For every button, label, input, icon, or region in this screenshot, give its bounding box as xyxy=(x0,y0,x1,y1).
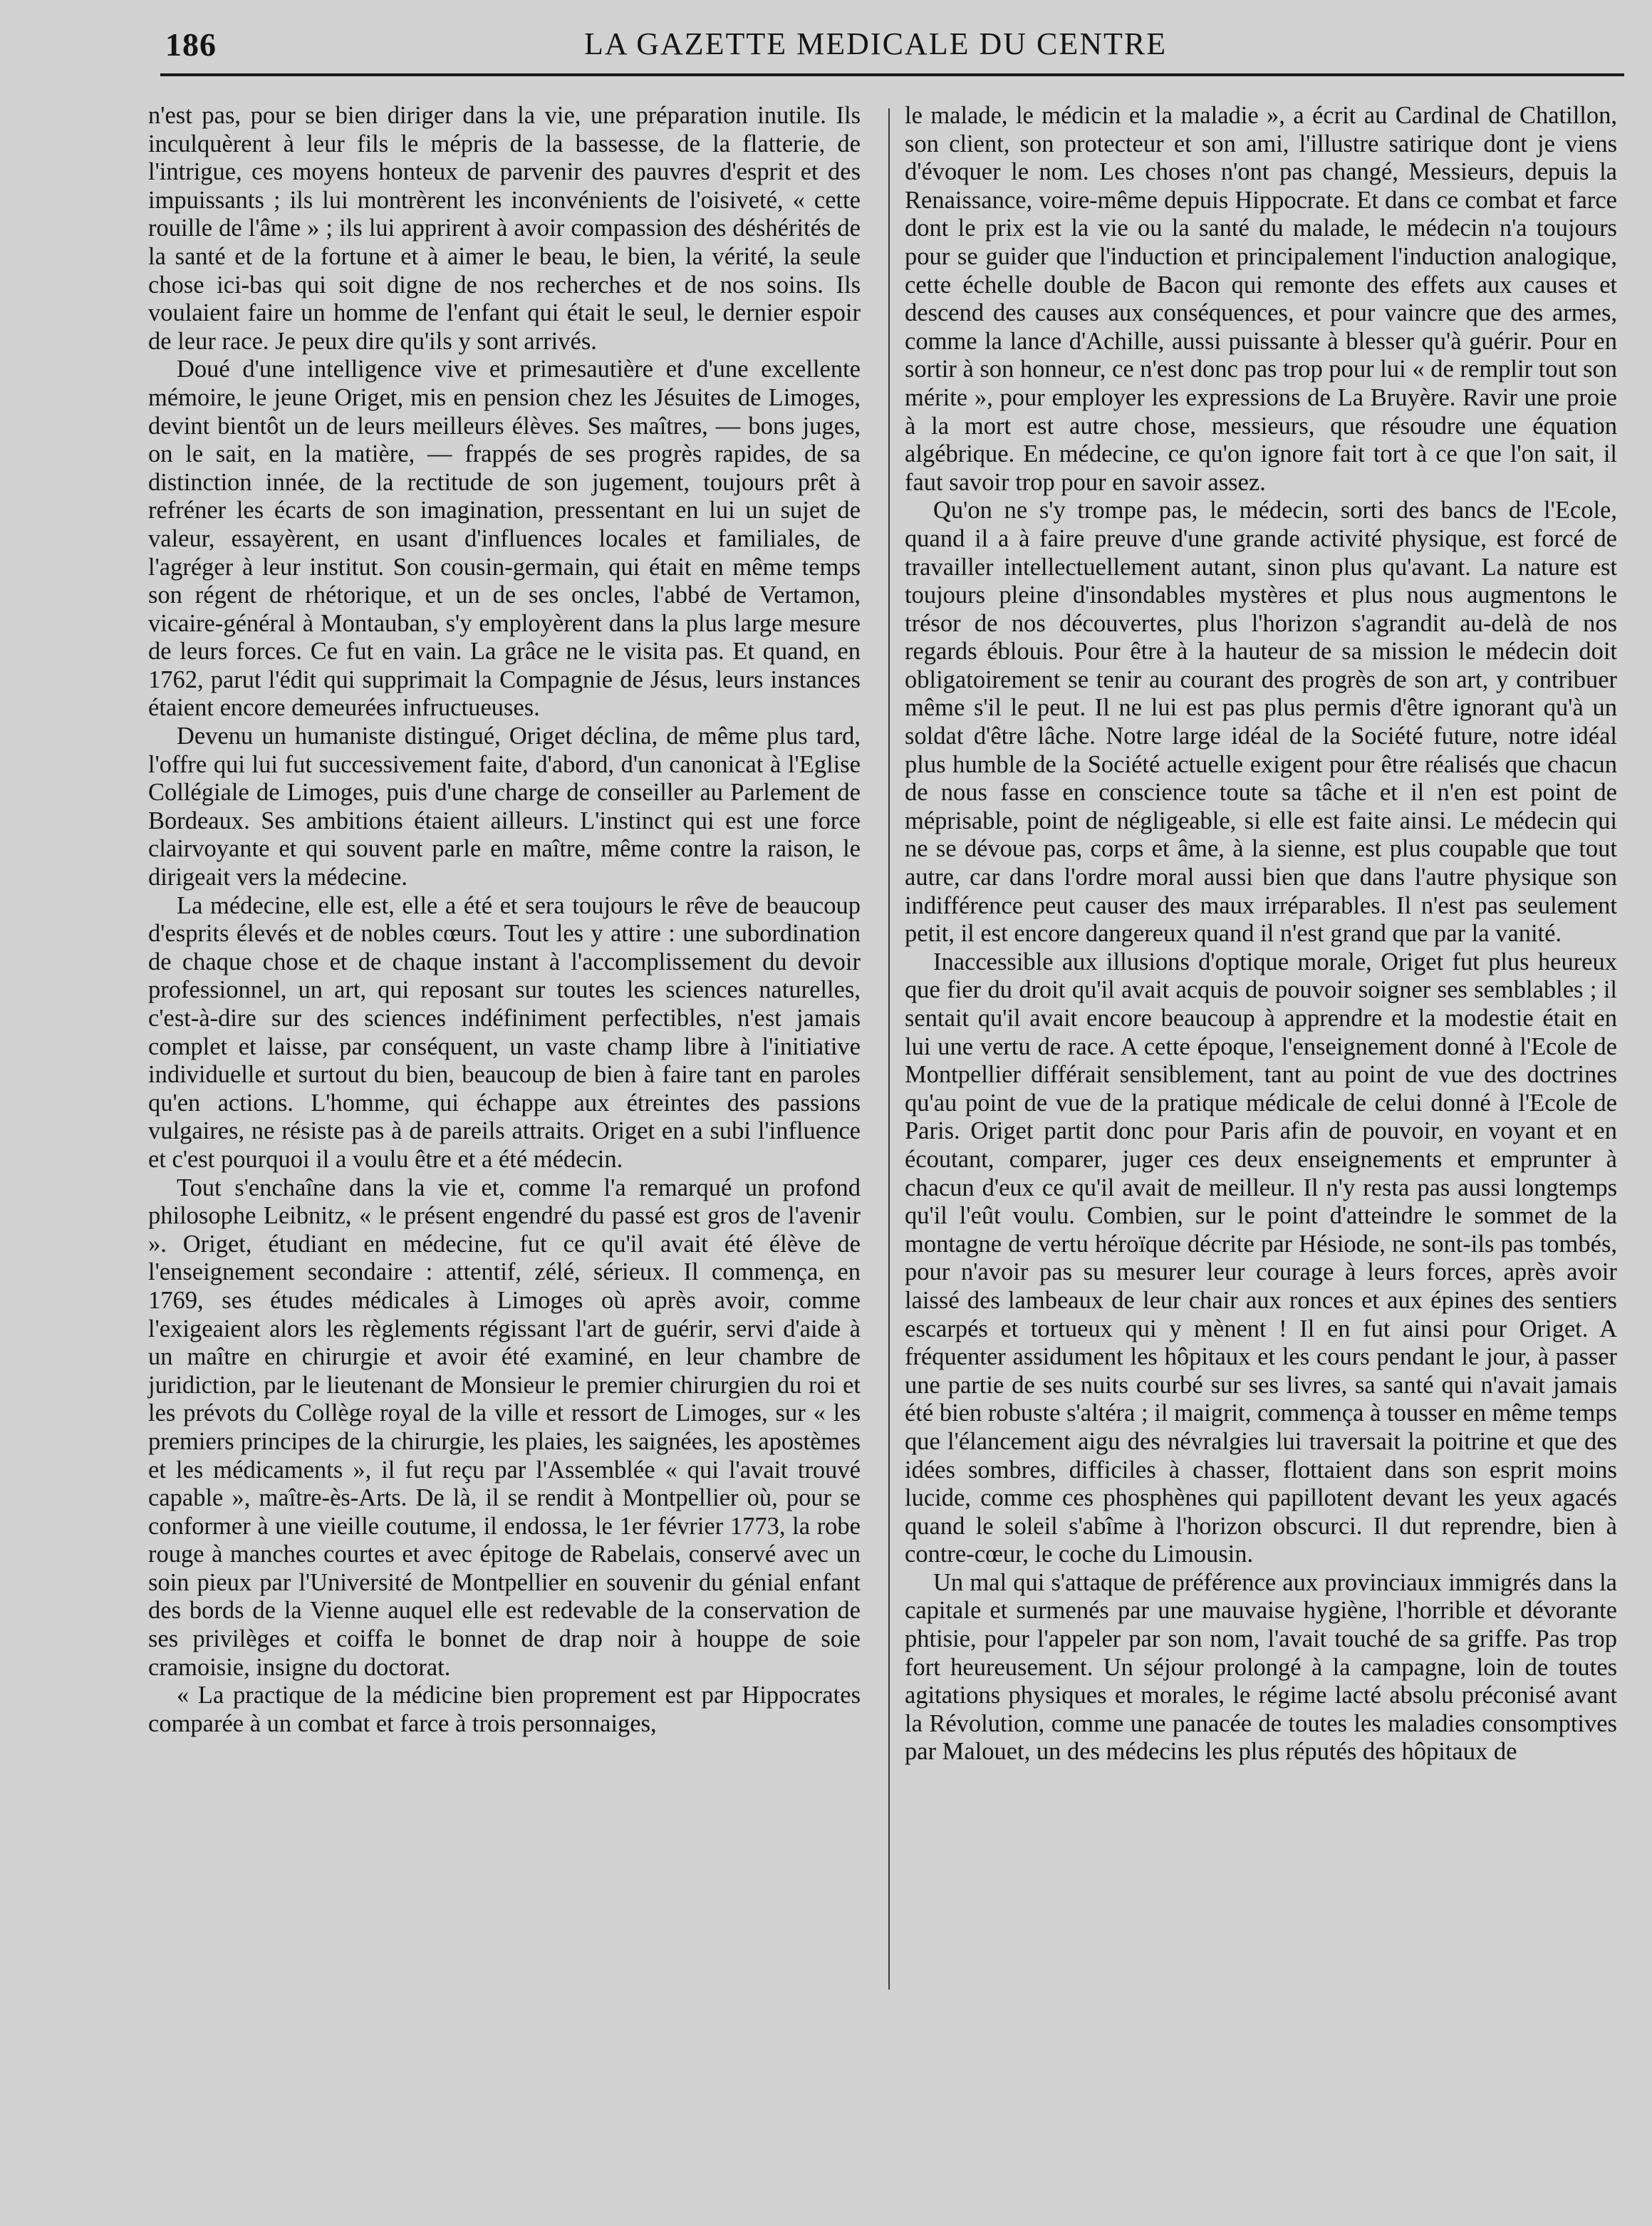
header-rule xyxy=(160,73,1624,76)
left-column xyxy=(148,102,861,1738)
paragraph: Un mal qui s'attaque de préférence aux provinciaux immigrés dans la capitale et surmenés par une mauvaise hygiène, l'horrible et dévorante phtisie, pour l'appeler par son nom, l'avait touché de sa griffe. Pas trop fort heureusement. Un séjour prolongé à la campagne, loin de toutes agitations physiques et morales, le régime lacté absolu préconisé avant la Révolution, comme une panacée de toutes les maladies consomptives par Malouet, un des médecins les plus réputés des hôpitaux de xyxy=(905,1568,1617,1766)
paragraph: n'est pas, pour se bien diriger dans la vie, une préparation inutile. Ils inculquèrent à leur fils le mépris de la bassesse, de la flatterie, de l'intrigue, ces moyens honteux de parvenir des pauvres d'esprit et des impuissants ; ils lui montrèrent les inconvénients de l'oisiveté, « cette rouille de l'âme » ; ils lui apprirent à avoir compassion des déshérités de la santé et de la fortune et à aimer le beau, le bien, la vérité, la seule chose ici-bas qui soit digne de nos recherches et de nos soins. Ils voulaient faire un homme de l'enfant qui était le seul, le dernier espoir de leur race. Je peux dire qu'ils y sont arrivés. xyxy=(148,102,861,355)
paragraph: « La practique de la médicine bien proprement est par Hippocrates comparée à un combat et farce à trois personnaiges, xyxy=(148,1682,861,1737)
column-divider xyxy=(888,108,890,1989)
running-title: LA GAZETTE MEDICALE DU CENTRE xyxy=(584,26,1168,61)
paragraph: Doué d'une intelligence vive et primesautière et d'une excellente mémoire, le jeune Origet, mis en pension chez les Jésuites de Limoges, devint bientôt un de leurs meilleurs élèves. Ses maîtres, — bons juges, on le sait, en la matière, — frappés de ses progrès rapides, de sa distinction innée, de la rectitude de son jugement, toujours prêt à refréner les écarts de son imagination, pressentant en lui un sujet de valeur, essayèrent, en usant d'influences locales et familiales, de l'agréger à leur institut. Son cousin-germain, qui était en même temps son régent de rhétorique, et un de ses oncles, l'abbé de Vertamon, vicaire-général à Montauban, s'y employèrent dans la plus large mesure de leurs forces. Ce fut en vain. La grâce ne le visita pas. Et quand, en 1762, parut l'édit qui supprimait la Compagnie de Jésus, leurs instances étaient encore demeurées infructueuses. xyxy=(148,356,861,722)
paragraph: Devenu un humaniste distingué, Origet déclina, de même plus tard, l'offre qui lui fut successivement faite, d'abord, d'un canonicat à l'Eglise Collégiale de Limoges, puis d'une charge de conseiller au Parlement de Bordeaux. Ses ambitions étaient ailleurs. L'instinct qui est une force clairvoyante et qui souvent parle en maître, même contre la raison, le dirigeait vers la médecine. xyxy=(148,723,861,891)
paragraph: le malade, le médicin et la maladie », a écrit au Cardinal de Chatillon, son client, son protecteur et son ami, l'illustre satirique dont je viens d'évoquer le nom. Les choses n'ont pas changé, Messieurs, depuis la Renaissance, voire-même depuis Hippocrate. Et dans ce combat et farce dont le prix est la vie ou la santé du malade, le médecin n'a toujours pour se guider que l'induction et principalement l'induction analogique, cette échelle double de Bacon qui remonte des effets aux causes et descend des causes aux conséquences, et pour vaincre que des armes, comme la lance d'Achille, aussi puissante à blesser qu'à guérir. Pour en sortir à son honneur, ce n'est donc pas trop pour lui « de remplir tout son mérite », pour employer les expressions de La Bruyère. Ravir une proie à la mort est autre chose, messieurs, que résoudre une équation algébrique. En médecine, ce qu'on ignore fait tort à ce que l'on sait, il faut savoir trop pour en savoir assez. xyxy=(905,102,1617,496)
paragraph: Tout s'enchaîne dans la vie et, comme l'a remarqué un profond philosophe Leibnitz, « le présent engendré du passé est gros de l'avenir ». Origet, étudiant en médecine, fut ce qu'il avait été élève de l'enseignement secondaire : attentif, zélé, sérieux. Il commença, en 1769, ses études médicales à Limoges où après avoir, comme l'exigeaient alors les règlements régissant l'art de guérir, servi d'aide à un maître en chirurgie et avoir été examiné, en leur chambre de juridiction, par le lieutenant de Monsieur le premier chirurgien du roi et les prévots du Collège royal de la ville et ressort de Limoges, sur « les premiers principes de la chirurgie, les plaies, les saignées, les apostèmes et les médicaments », il fut reçu par l'Assemblée « qui l'avait trouvé capable », maître-ès-Arts. De là, il se rendit à Montpellier où, pour se conformer à une vieille coutume, il endossa, le 1er février 1773, la robe rouge à manches courtes et avec épitoge de Rabelais, conservé avec un soin pieux par l'Université de Montpellier en souvenir du génial enfant des bords de la Vienne auquel elle est redevable de la conservation de ses privilèges et coiffa le bonnet de drap noir à houppe de soie cramoisie, insigne du doctorat. xyxy=(148,1174,861,1681)
paragraph: La médecine, elle est, elle a été et sera toujours le rêve de beaucoup d'esprits élevés et de nobles cœurs. Tout les y attire : une subordination de chaque chose et de chaque instant à l'accomplissement du devoir professionnel, un art, qui reposant sur toutes les sciences naturelles, c'est-à-dire sur des sciences indéfiniment perfectibles, n'est jamais complet et laisse, par conséquent, un vaste champ libre à l'initiative individuelle et surtout du bien, beaucoup de bien à faire tant en paroles qu'en actions. L'homme, qui échappe aux étreintes des passions vulgaires, ne résiste pas à de pareils attraits. Origet en a subi l'influence et c'est pourquoi il a voulu être et a été médecin. xyxy=(148,891,861,1173)
paragraph: Inaccessible aux illusions d'optique morale, Origet fut plus heureux que fier du droit qu'il avait acquis de pouvoir soigner ses semblables ; il sentait qu'il avait encore beaucoup à apprendre et la modestie était en lui une vertu de race. A cette époque, l'enseignement donné à l'Ecole de Montpellier différait sensiblement, tant au point de vue des doctrines qu'au point de vue de la pratique médicale de celui donné à l'Ecole de Paris. Origet partit donc pour Paris afin de pouvoir, en voyant et en écoutant, comparer, juger ces deux enseignements et emprunter à chacun d'eux ce qu'il avait de meilleur. Il n'y resta pas aussi longtemps qu'il l'eût voulu. Combien, sur le point d'atteindre le sommet de la montagne de vertu héroïque décrite par Hésiode, ne sont-ils pas tombés, pour n'avoir pas su mesurer leur courage à leurs forces, après avoir laissé des lambeaux de leur chair aux ronces et aux épines des sentiers escarpés et tortueux qui y mènent ! Il en fut ainsi pour Origet. A fréquenter assidument les hôpitaux et les cours pendant le jour, à passer une partie de ses nuits courbé sur ses livres, sa santé qui n'avait jamais été bien robuste s'altéra ; il maigrit, commença à tousser en même temps que l'élancement aigu des névralgies lui traversait la poitrine et que des idées sombres, difficiles à chasser, flottaient dans son esprit moins lucide, comme ces phosphènes qui papillotent devant les yeux agacés quand le soleil s'abîme à l'horizon obscurci. Il dut reprendre, bien à contre-cœur, le coche du Limousin. xyxy=(905,948,1617,1568)
page-number: 186 xyxy=(165,26,217,63)
page-header xyxy=(164,21,1624,71)
paragraph: Qu'on ne s'y trompe pas, le médecin, sorti des bancs de l'Ecole, quand il a à faire preuve d'une grande activité physique, est forcé de travailler intellectuellement autant, sinon plus qu'avant. La nature est toujours pleine d'insondables mystères et plus nous augmentons le trésor de nos découvertes, plus l'horizon s'agrandit au-delà de nos regards éblouis. Pour être à la hauteur de sa mission le médecin doit obligatoirement se tenir au courant des progrès de son art, y contribuer même s'il le peut. Il ne lui est pas plus permis d'être ignorant qu'à un soldat d'être lâche. Notre large idéal de la Société future, notre idéal plus humble de la Société actuelle exigent pour être réalisés que chacun de nous fasse en conscience toute sa tâche et il n'en est point de méprisable, point de négligeable, si elle est faite ainsi. Le médecin qui ne se dévoue pas, corps et âme, à la sienne, est plus coupable que tout autre, car dans l'ordre moral aussi bien que dans l'autre physique son indifférence peut causer des maux irréparables. Il n'est pas seulement petit, il est encore dangereux quand il n'est grand que par la vanité. xyxy=(905,497,1617,948)
right-column xyxy=(905,102,1617,1766)
